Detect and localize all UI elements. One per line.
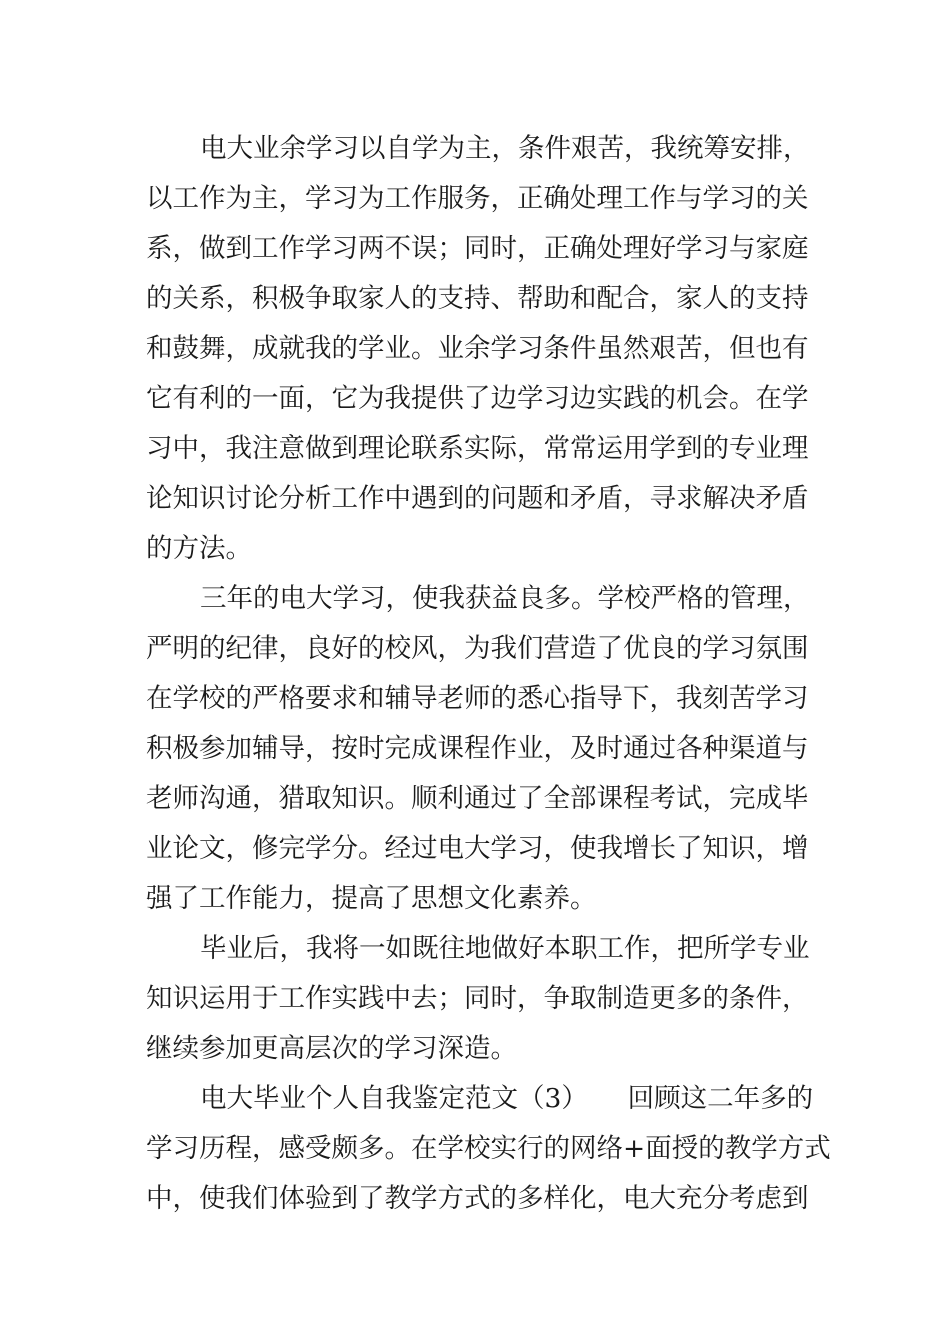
- paragraph-1-line-8: 论知识讨论分析工作中遇到的问题和矛盾，寻求解决矛盾: [146, 483, 809, 514]
- paragraph-3-line-1: 毕业后，我将一如既往地做好本职工作，把所学专业: [200, 933, 810, 964]
- paragraph-2-line-3: 在学校的严格要求和辅导老师的悉心指导下，我刻苦学习: [146, 683, 809, 714]
- paragraph-1-line-7: 习中，我注意做到理论联系实际，常常运用学到的专业理: [146, 433, 809, 464]
- paragraph-1-line-3: 系，做到工作学习两不误；同时，正确处理好学习与家庭: [146, 233, 809, 264]
- paragraph-2-line-6: 业论文，修完学分。经过电大学习，使我增长了知识，增: [146, 833, 809, 864]
- paragraph-1-line-1: 电大业余学习以自学为主，条件艰苦，我统筹安排，: [200, 133, 810, 164]
- paragraph-4-line-1: 电大毕业个人自我鉴定范文（3） 回顾这二年多的: [200, 1083, 814, 1114]
- paragraph-2-line-2: 严明的纪律，良好的校风，为我们营造了优良的学习氛围: [146, 633, 809, 664]
- paragraph-1-line-5: 和鼓舞，成就我的学业。业余学习条件虽然艰苦，但也有: [146, 333, 809, 364]
- paragraph-2-line-7: 强了工作能力，提高了思想文化素养。: [146, 883, 597, 914]
- paragraph-3-line-2: 知识运用于工作实践中去；同时，争取制造更多的条件，: [146, 983, 809, 1014]
- paragraph-4-line-2: 学习历程，感受颇多。在学校实行的网络+面授的教学方式: [146, 1133, 831, 1164]
- paragraph-1-line-9: 的方法。: [146, 533, 252, 564]
- paragraph-1-line-4: 的关系，积极争取家人的支持、帮助和配合，家人的支持: [146, 283, 809, 314]
- paragraph-3-line-3: 继续参加更高层次的学习深造。: [146, 1033, 517, 1064]
- paragraph-2-line-1: 三年的电大学习，使我获益良多。学校严格的管理，: [200, 583, 810, 614]
- paragraph-2-line-5: 老师沟通，猎取知识。顺利通过了全部课程考试，完成毕: [146, 783, 809, 814]
- paragraph-1-line-6: 它有利的一面，它为我提供了边学习边实践的机会。在学: [146, 383, 809, 414]
- paragraph-1-line-2: 以工作为主，学习为工作服务，正确处理工作与学习的关: [146, 183, 809, 214]
- paragraph-4-line-3: 中，使我们体验到了教学方式的多样化，电大充分考虑到: [146, 1183, 809, 1214]
- paragraph-2-line-4: 积极参加辅导，按时完成课程作业，及时通过各种渠道与: [146, 733, 809, 764]
